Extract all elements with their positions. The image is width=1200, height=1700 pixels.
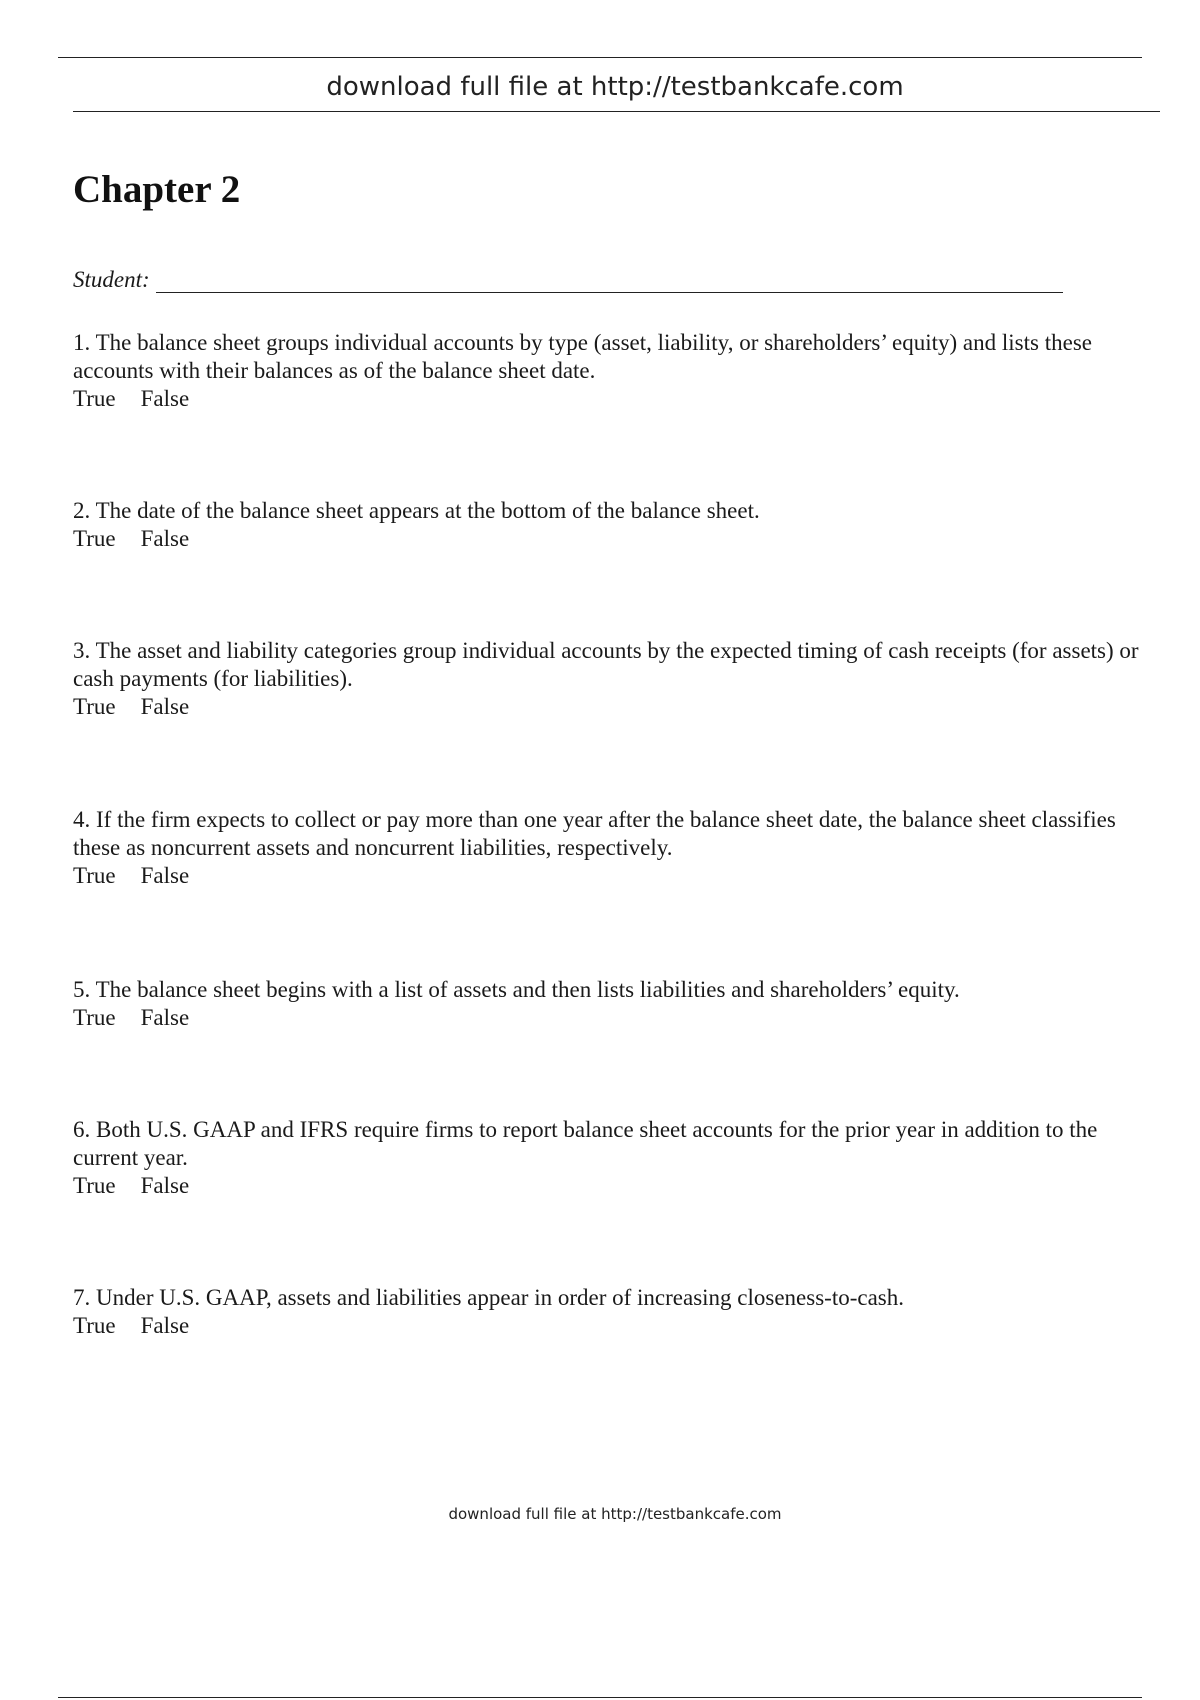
question-5 [73,976,1153,1032]
question-7-option-false[interactable]: False [140,1313,190,1338]
question-4-text: 4. If the firm expects to collect or pay more than one year after the balance sheet date, the balance sheet classifies these as noncurrent assets and noncurrent liabilities, respectively. [73,807,1116,860]
question-6-text: 6. Both U.S. GAAP and IFRS require firms to report balance sheet accounts for the prior year in addition to the current year. [73,1117,1098,1170]
question-1-text: 1. The balance sheet groups individual accounts by type (asset, liability, or shareholders’ equity) and lists these accounts with their balances as of the balance sheet date. [73,330,1092,383]
footer-bottom-rule [58,1697,1142,1698]
question-4 [73,806,1153,890]
question-1-option-true[interactable]: True [73,386,116,411]
question-6-option-true[interactable]: True [73,1173,116,1198]
question-7-answers [73,1312,1153,1340]
student-label: Student: [73,267,150,292]
chapter-title: Chapter 2 [73,168,241,211]
question-5-option-false[interactable]: False [140,1005,190,1030]
student-name-line[interactable] [156,270,1063,293]
question-2-text: 2. The date of the balance sheet appears at the bottom of the balance sheet. [73,498,760,523]
header-download-text: download full file at http://testbankcafe.com [326,72,904,102]
question-3 [73,637,1153,721]
header-top-rule [58,57,1142,58]
question-4-answers [73,862,1153,890]
question-5-option-true[interactable]: True [73,1005,116,1030]
question-5-answers [73,1004,1153,1032]
question-7 [73,1284,1153,1340]
question-2-option-false[interactable]: False [140,526,190,551]
question-4-option-true[interactable]: True [73,863,116,888]
question-2 [73,497,1153,553]
question-4-option-false[interactable]: False [140,863,190,888]
footer-download-text: download full file at http://testbankcafe.com [448,1505,782,1523]
question-7-option-true[interactable]: True [73,1313,116,1338]
question-1-answers [73,385,1153,413]
question-3-option-true[interactable]: True [73,694,116,719]
student-name-row [73,267,1063,293]
question-3-option-false[interactable]: False [140,694,190,719]
question-2-option-true[interactable]: True [73,526,116,551]
question-6-answers [73,1172,1153,1200]
question-6-option-false[interactable]: False [140,1173,190,1198]
question-1 [73,329,1153,413]
question-5-text: 5. The balance sheet begins with a list of assets and then lists liabilities and shareholders’ equity. [73,977,960,1002]
question-3-answers [73,693,1153,721]
question-1-option-false[interactable]: False [140,386,190,411]
question-7-text: 7. Under U.S. GAAP, assets and liabilities appear in order of increasing closeness-to-cash. [73,1285,904,1310]
header-bottom-rule [73,111,1160,112]
question-3-text: 3. The asset and liability categories group individual accounts by the expected timing of cash receipts (for assets) or cash payments (for liabilities). [73,638,1139,691]
question-2-answers [73,525,1153,553]
question-6 [73,1116,1153,1200]
